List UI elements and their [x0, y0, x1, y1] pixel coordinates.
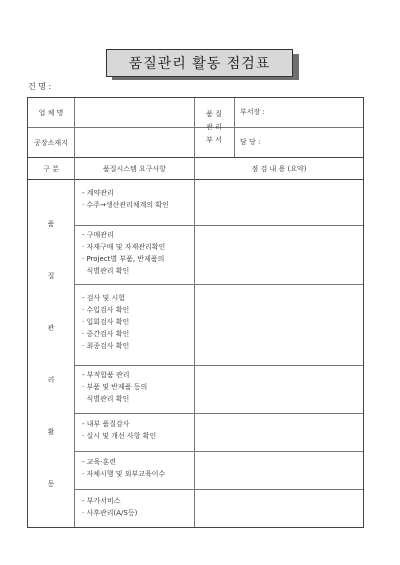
section-title: - 부적합품 관리	[82, 371, 130, 379]
column-content: 점 검 내 용 (요약)	[251, 164, 307, 173]
quality-dept-label-line2: 관 리	[206, 123, 222, 131]
content-cell-purchase[interactable]	[195, 226, 363, 284]
section-line: · 입회검사 확인	[82, 318, 130, 326]
subject-label: 건 명 :	[28, 82, 52, 91]
category-char-6: 동	[47, 480, 55, 488]
quality-dept-label	[194, 98, 234, 157]
section-line: · Project별 부품, 반제품의	[82, 255, 165, 263]
factory-label: 공장소재지	[34, 138, 68, 147]
dept-head-label: 부서장 :	[240, 108, 265, 116]
category-char-1: 품	[47, 220, 55, 228]
section-line: · 부품 및 반제품 등의	[82, 383, 148, 391]
rule-v-category	[74, 157, 75, 527]
checklist-table	[27, 97, 364, 528]
company-value[interactable]	[75, 98, 194, 127]
section-title: - 검사 및 시험	[82, 294, 126, 302]
content-cell-training[interactable]	[195, 452, 363, 489]
section-line: 식별관리 확인	[82, 267, 130, 275]
section-inspection	[82, 292, 129, 352]
rule-h-dept	[234, 127, 363, 128]
section-line: · 수입검사 확인	[82, 306, 130, 314]
quality-dept-label-line1: 품 질	[206, 110, 222, 118]
section-line: · 자재구매 및 자재관리확인	[82, 243, 166, 251]
section-line: · 중간검사 확인	[82, 330, 130, 338]
section-title: - 부가서비스	[82, 497, 121, 505]
factory-value[interactable]	[75, 128, 194, 157]
category-char-3: 관	[47, 324, 55, 332]
section-training	[82, 456, 165, 480]
section-line: 식별관리 확인	[82, 395, 130, 403]
manager-label: 담 당 :	[240, 138, 261, 146]
content-cell-service[interactable]	[195, 490, 363, 527]
category-char-5: 활	[47, 428, 55, 436]
page-title: 품질관리 활동 점검표	[106, 49, 293, 77]
section-line: · 수주→생산관리체계의 확인	[82, 201, 169, 209]
content-cell-contract[interactable]	[195, 180, 363, 225]
column-requirement: 품질시스템 요구사항	[102, 164, 167, 173]
section-service	[82, 495, 137, 519]
content-cell-inspection[interactable]	[195, 285, 363, 365]
column-category: 구 분	[43, 164, 59, 173]
section-line: · 실시 및 개선 사항 확인	[82, 432, 157, 440]
content-cell-internal-audit[interactable]	[195, 414, 363, 451]
section-title: - 교육·훈련	[82, 458, 117, 466]
section-purchase	[82, 229, 165, 277]
section-contract	[82, 187, 169, 211]
section-line: · 사후관리(A/S등)	[82, 509, 138, 517]
quality-dept-label-line3: 부 서	[206, 136, 222, 144]
section-nonconforming	[82, 369, 147, 405]
section-line: · 최종검사 확인	[82, 342, 130, 350]
company-label: 업 체 명	[38, 108, 64, 117]
section-line: · 자체시행 및 외부교육이수	[82, 470, 166, 478]
category-char-4: 리	[47, 376, 55, 384]
section-title: - 구매관리	[82, 231, 114, 239]
section-internal-audit	[82, 418, 156, 442]
category-char-2: 질	[47, 272, 55, 280]
section-title: - 내부 품질감사	[82, 420, 130, 428]
section-title: - 계약관리	[82, 189, 114, 197]
content-cell-nonconforming[interactable]	[195, 366, 363, 413]
